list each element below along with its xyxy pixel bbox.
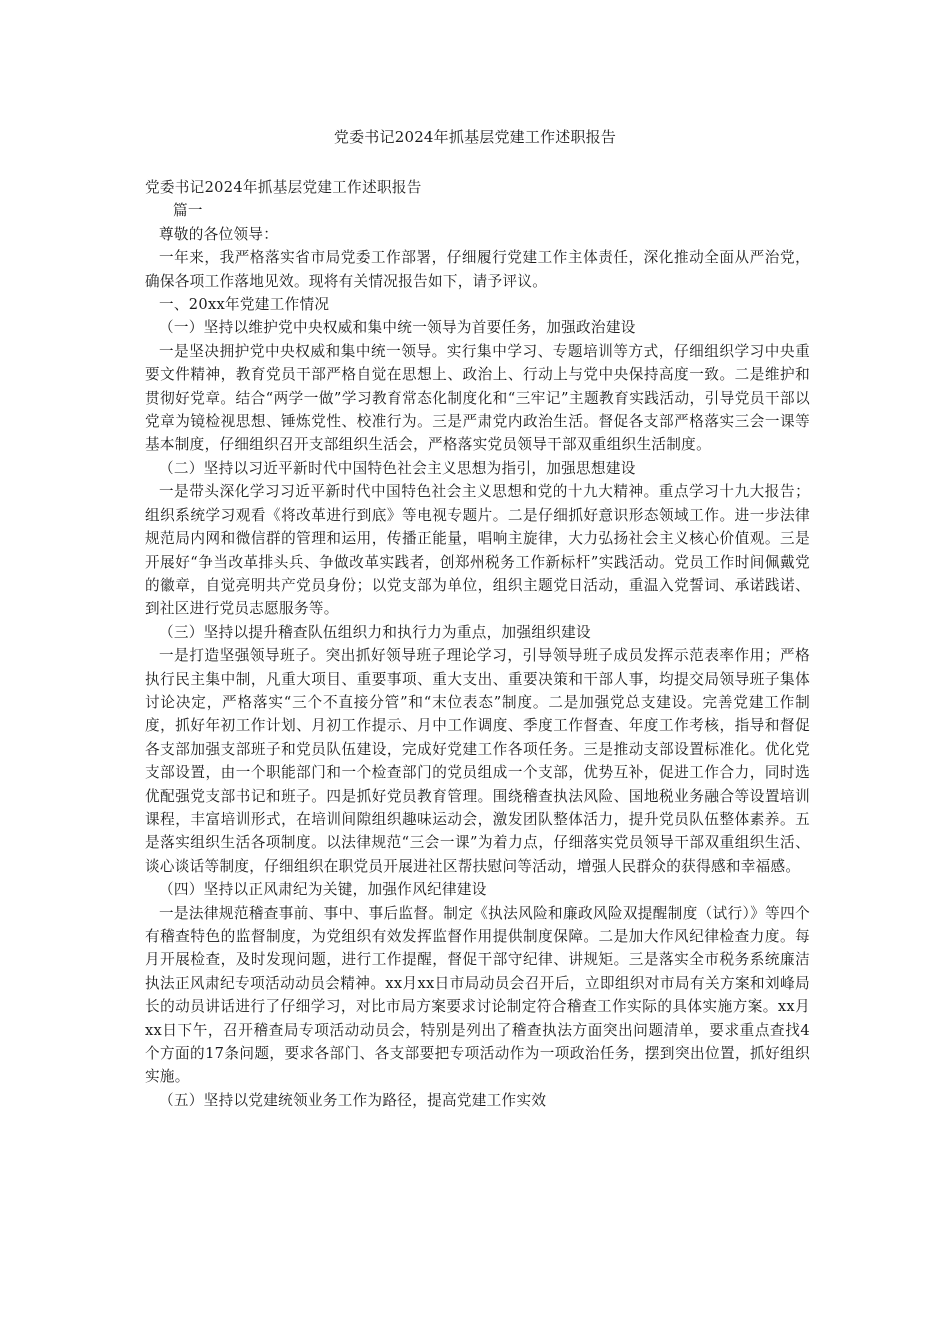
subsection-heading: （二）坚持以习近平新时代中国特色社会主义思想为指引，加强思想建设 xyxy=(159,459,636,477)
body-heading: 党委书记2024年抓基层党建工作述职报告 xyxy=(145,179,422,196)
document-title: 党委书记2024年抓基层党建工作述职报告 xyxy=(333,128,617,146)
section-label: 篇一 xyxy=(173,202,203,220)
subsection-heading: （一）坚持以维护党中央权威和集中统一领导为首要任务，加强政治建设 xyxy=(159,319,636,337)
subsection-heading: （五）坚持以党建统领业务工作为路径，提高党建工作实效 xyxy=(159,1091,547,1109)
paragraph: 一是坚决拥护党中央权威和集中统一领导。实行集中学习、专题培训等方式，仔细组织学习中央重要文件精神，教育党员干部严格自觉在思想上、政治上、行动上与党中央保持高度一致。二是维护和贯彻好党章。结合“两学一做”学习教育常态化制度化和“三牢记”主题教育实践活动，引导党员干部以党章为镜检视思想、锤炼党性、校准行为。三是严肃党内政治生活。督促各支部严格落实三会一课等基本制度，仔细组织召开支部组织生活会，严格落实党员领导干部双重组织生活制度。 xyxy=(145,342,810,454)
paragraph: 一是法律规范稽查事前、事中、事后监督。制定《执法风险和廉政风险双提醒制度（试行）》等四个有稽查特色的监督制度，为党组织有效发挥监督作用提供制度保障。二是加大作风纪律检查力度。每月开展检查，及时发现问题，进行工作提醒，督促干部守纪律、讲规矩。三是落实全市税务系统廉洁执法正风肃纪专项活动动员会精神。xx月xx日市局动员会召开后，立即组织对市局有关方案和刘峰局长的动员讲话进行了仔细学习，对比市局方案要求讨论制定符合稽查工作实际的具体实施方案。xx月xx日下午，召开稽查局专项活动动员会，特别是列出了稽查执法方面突出问题清单，要求重点查找4个方面的17条问题，要求各部门、各支部要把专项活动作为一项政治任务，摆到突出位置，抓好组织实施。 xyxy=(145,904,810,1086)
document-body xyxy=(145,176,810,1112)
paragraph: 一是带头深化学习习近平新时代中国特色社会主义思想和党的十九大精神。重点学习十九大报告；组织系统学习观看《将改革进行到底》等电视专题片。二是仔细抓好意识形态领域工作。进一步法律规范局内网和微信群的管理和运用，传播正能量，唱响主旋律，大力弘扬社会主义核心价值观。三是开展好“争当改革排头兵、争做改革实践者，创郑州税务工作新标杆”实践活动。党员工作时间佩戴党的徽章，自觉亮明共产党员身份；以党支部为单位，组织主题党日活动，重温入党誓词、承诺践诺、到社区进行党员志愿服务等。 xyxy=(145,483,810,618)
paragraph: 一年来，我严格落实省市局党委工作部署，仔细履行党建工作主体责任，深化推动全面从严治党，确保各项工作落地见效。现将有关情况报告如下，请予评议。 xyxy=(145,249,810,290)
paragraph: 一是打造坚强领导班子。突出抓好领导班子理论学习，引导领导班子成员发挥示范表率作用；严格执行民主集中制，凡重大项目、重要事项、重大支出、重要决策和干部人事，均提交局领导班子集体讨论决定，严格落实“三个不直接分管”和“末位表态”制度。二是加强党总支建设。完善党建工作制度，抓好年初工作计划、月初工作提示、月中工作调度、季度工作督查、年度工作考核，指导和督促各支部加强支部班子和党员队伍建设，完成好党建工作各项任务。三是推动支部设置标准化。优化党支部设置，由一个职能部门和一个检查部门的党员组成一个支部，优势互补，促进工作合力，同时选优配强党支部书记和班子。四是抓好党员教育管理。围绕稽查执法风险、国地税业务融合等设置培训课程，丰富培训形式，在培训间隙组织趣味运动会，激发团队整体活力，提升党员队伍整体素养。五是落实组织生活各项制度。以法律规范“三会一课”为着力点，仔细落实党员领导干部双重组织生活、谈心谈话等制度，仔细组织在职党员开展进社区帮扶慰问等活动，增强人民群众的获得感和幸福感。 xyxy=(145,647,810,875)
salutation: 尊敬的各位领导： xyxy=(159,225,279,243)
section-heading: 一、20xx年党建工作情况 xyxy=(159,296,330,314)
subsection-heading: （三）坚持以提升稽查队伍组织力和执行力为重点，加强组织建设 xyxy=(159,623,591,641)
subsection-heading: （四）坚持以正风肃纪为关键，加强作风纪律建设 xyxy=(159,881,487,899)
